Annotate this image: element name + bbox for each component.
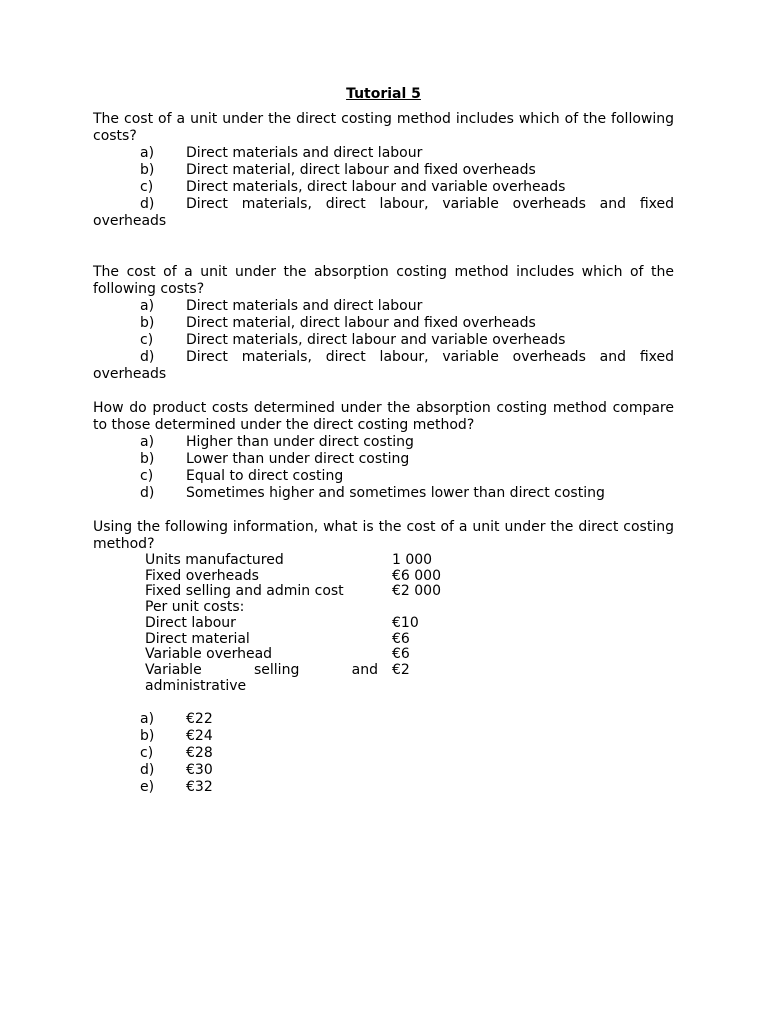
option-label: c): [140, 745, 154, 762]
info-item: Fixed selling and admin cost: [145, 583, 344, 600]
option-item: [93, 485, 674, 502]
option-text: Direct material, direct labour and fixed overheads: [186, 315, 536, 331]
option-item: [93, 468, 674, 485]
option-text: Lower than under direct costing: [186, 451, 410, 467]
question-1-text: The cost of a unit under the direct costing method includes which of the following costs?: [93, 111, 674, 144]
info-item: Fixed overheads: [145, 567, 259, 584]
cost-information-table: [145, 553, 441, 694]
option-label: e): [140, 779, 155, 796]
option-item: [93, 434, 674, 451]
info-value: €2 000: [392, 583, 441, 600]
option-label: a): [140, 711, 155, 728]
info-value: €6: [392, 646, 410, 663]
option-item: [93, 179, 674, 196]
option-text: Direct material, direct labour and fixed overheads: [186, 162, 536, 178]
option-item: [93, 745, 674, 762]
option-label: b): [140, 315, 155, 331]
option-text: Direct materials, direct labour and variable overheads: [186, 179, 566, 195]
option-label: d): [140, 762, 155, 779]
option-label: d): [140, 485, 155, 501]
info-value: €6: [392, 630, 410, 647]
option-item: [93, 332, 674, 349]
document-page: [93, 86, 674, 796]
option-text: Direct materials, direct labour, variable overheads and fixed overheads: [93, 349, 674, 382]
document-title: Tutorial 5: [346, 86, 421, 102]
option-item: [93, 196, 674, 230]
option-item: [93, 162, 674, 179]
option-text: €30: [186, 762, 213, 779]
info-value: 1 000: [392, 552, 433, 568]
option-label: b): [140, 451, 155, 467]
question-1-options: [93, 145, 674, 230]
option-item: [93, 451, 674, 468]
option-text: Equal to direct costing: [186, 468, 344, 484]
option-label: c): [140, 332, 154, 348]
info-item: Variable overhead: [145, 646, 273, 663]
option-label: a): [140, 145, 155, 161]
option-label: b): [140, 728, 155, 745]
option-item: [93, 349, 674, 383]
info-value: €2: [392, 661, 410, 678]
option-item: [93, 711, 674, 728]
question-4-text: Using the following information, what is the cost of a unit under the direct costing method?: [93, 519, 674, 552]
option-text: Sometimes higher and sometimes lower than direct costing: [186, 485, 605, 501]
option-label: d): [140, 349, 155, 365]
info-item-line-2: administrative: [145, 677, 247, 694]
table-row: [145, 616, 441, 632]
info-item: Per unit costs:: [145, 599, 245, 616]
option-text: Direct materials, direct labour and variable overheads: [186, 332, 566, 348]
option-item: [93, 315, 674, 332]
option-text: €22: [186, 711, 213, 728]
table-row: [145, 632, 441, 648]
option-item: [93, 298, 674, 315]
info-word: Variable: [145, 661, 202, 678]
question-2-options: [93, 298, 674, 383]
info-word: and: [351, 661, 378, 678]
table-row: [145, 569, 441, 585]
option-label: a): [140, 434, 155, 450]
info-item: [145, 663, 378, 694]
option-text: Direct materials and direct labour: [186, 145, 423, 161]
option-item: [93, 728, 674, 745]
table-row: [145, 584, 441, 600]
info-item-line-1: [145, 663, 378, 679]
table-row: [145, 647, 441, 663]
option-label: c): [140, 468, 154, 484]
info-value: [378, 600, 441, 616]
option-label: c): [140, 179, 154, 195]
option-label: b): [140, 162, 155, 178]
question-2-text: The cost of a unit under the absorption costing method includes which of the following costs?: [93, 264, 674, 297]
option-text: Direct materials and direct labour: [186, 298, 423, 314]
option-label: a): [140, 298, 155, 314]
info-item: Direct labour: [145, 614, 236, 631]
option-text: Direct materials, direct labour, variable overheads and fixed overheads: [93, 196, 674, 229]
question-3-text: How do product costs determined under the absorption costing method compare to those determined under the direct costing method?: [93, 400, 674, 433]
question-3-options: [93, 434, 674, 502]
info-item: Units manufactured: [145, 552, 284, 568]
table-row: [145, 663, 441, 694]
option-item: [93, 762, 674, 779]
option-label: d): [140, 196, 155, 212]
option-text: €24: [186, 728, 213, 745]
info-value: €6 000: [392, 567, 441, 584]
question-4-options: [93, 711, 674, 796]
option-text: Higher than under direct costing: [186, 434, 414, 450]
option-item: [93, 779, 674, 796]
info-item: Direct material: [145, 630, 250, 647]
table-row: [145, 600, 441, 616]
option-item: [93, 145, 674, 162]
option-text: €28: [186, 745, 213, 762]
info-value: €10: [392, 614, 419, 631]
option-text: €32: [186, 779, 213, 796]
info-word: selling: [254, 661, 300, 678]
table-row: [145, 553, 441, 569]
